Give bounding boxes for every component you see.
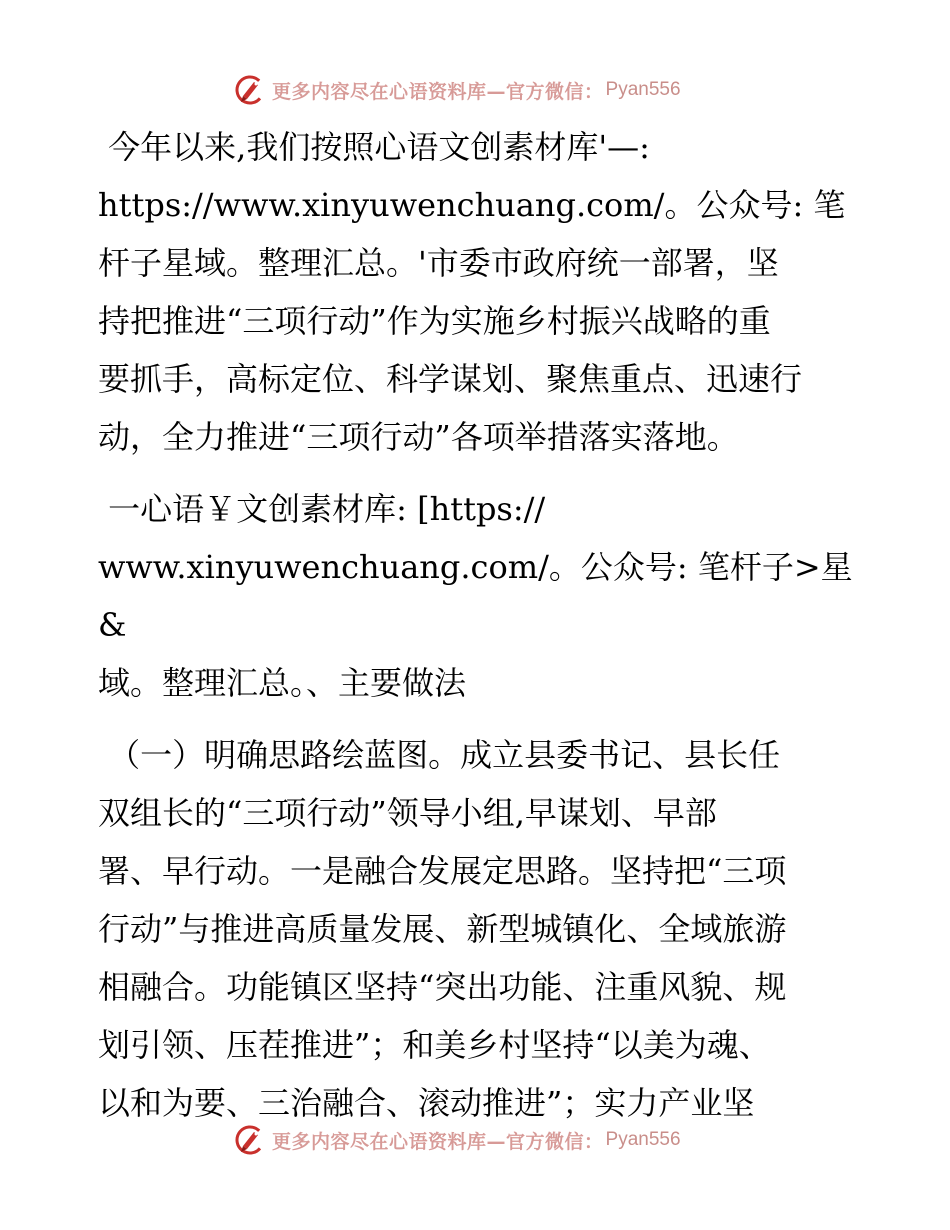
footer-watermark-wechat: Pyan556 bbox=[605, 1129, 681, 1150]
paragraph-section-heading: 一心语￥文创素材库: [https:// www.xinyuwenchuang.com/。公众号: 笔杆子>星& 域。整理汇总。、主要做法 bbox=[98, 490, 853, 702]
document-body bbox=[98, 118, 858, 1146]
paragraph-intro: 今年以来,我们按照心语文创素材库'—: https://www.xinyuwenchuang.com/。公众号: 笔 杆子星域。整理汇总。'市委市政府统一部署，坚 持把推进“三项行动”作为实施乡村振兴战略的重 要抓手，高标定位、科学谋划、聚焦重点、迅速行 动，全力推进“三项行动”各项举措落实落地。 bbox=[98, 128, 846, 456]
header-watermark-wechat: Pyan556 bbox=[605, 79, 681, 100]
footer-watermark-text: 更多内容尽在心语资料库—官方微信： bbox=[272, 1130, 604, 1153]
paragraph-section-one: （一）明确思路绘蓝图。成立县委书记、县长任 双组长的“三项行动”领导小组,早谋划、早部 署、早行动。一是融合发展定思路。坚持把“三项 行动”与推进高质量发展、新型城镇化、全域旅游 相融合。功能镇区坚持“突出功能、注重风貌、规 划引领、压茬推进”；和美乡村坚持“以美为魂、 以和为要、三治融合、滚动推进”；实力产业坚 bbox=[98, 736, 787, 1122]
pen-circle-icon bbox=[232, 1122, 268, 1158]
pen-circle-icon bbox=[232, 72, 268, 108]
header-watermark bbox=[232, 70, 681, 110]
header-watermark-text: 更多内容尽在心语资料库—官方微信： bbox=[272, 80, 604, 103]
footer-watermark bbox=[232, 1120, 681, 1160]
